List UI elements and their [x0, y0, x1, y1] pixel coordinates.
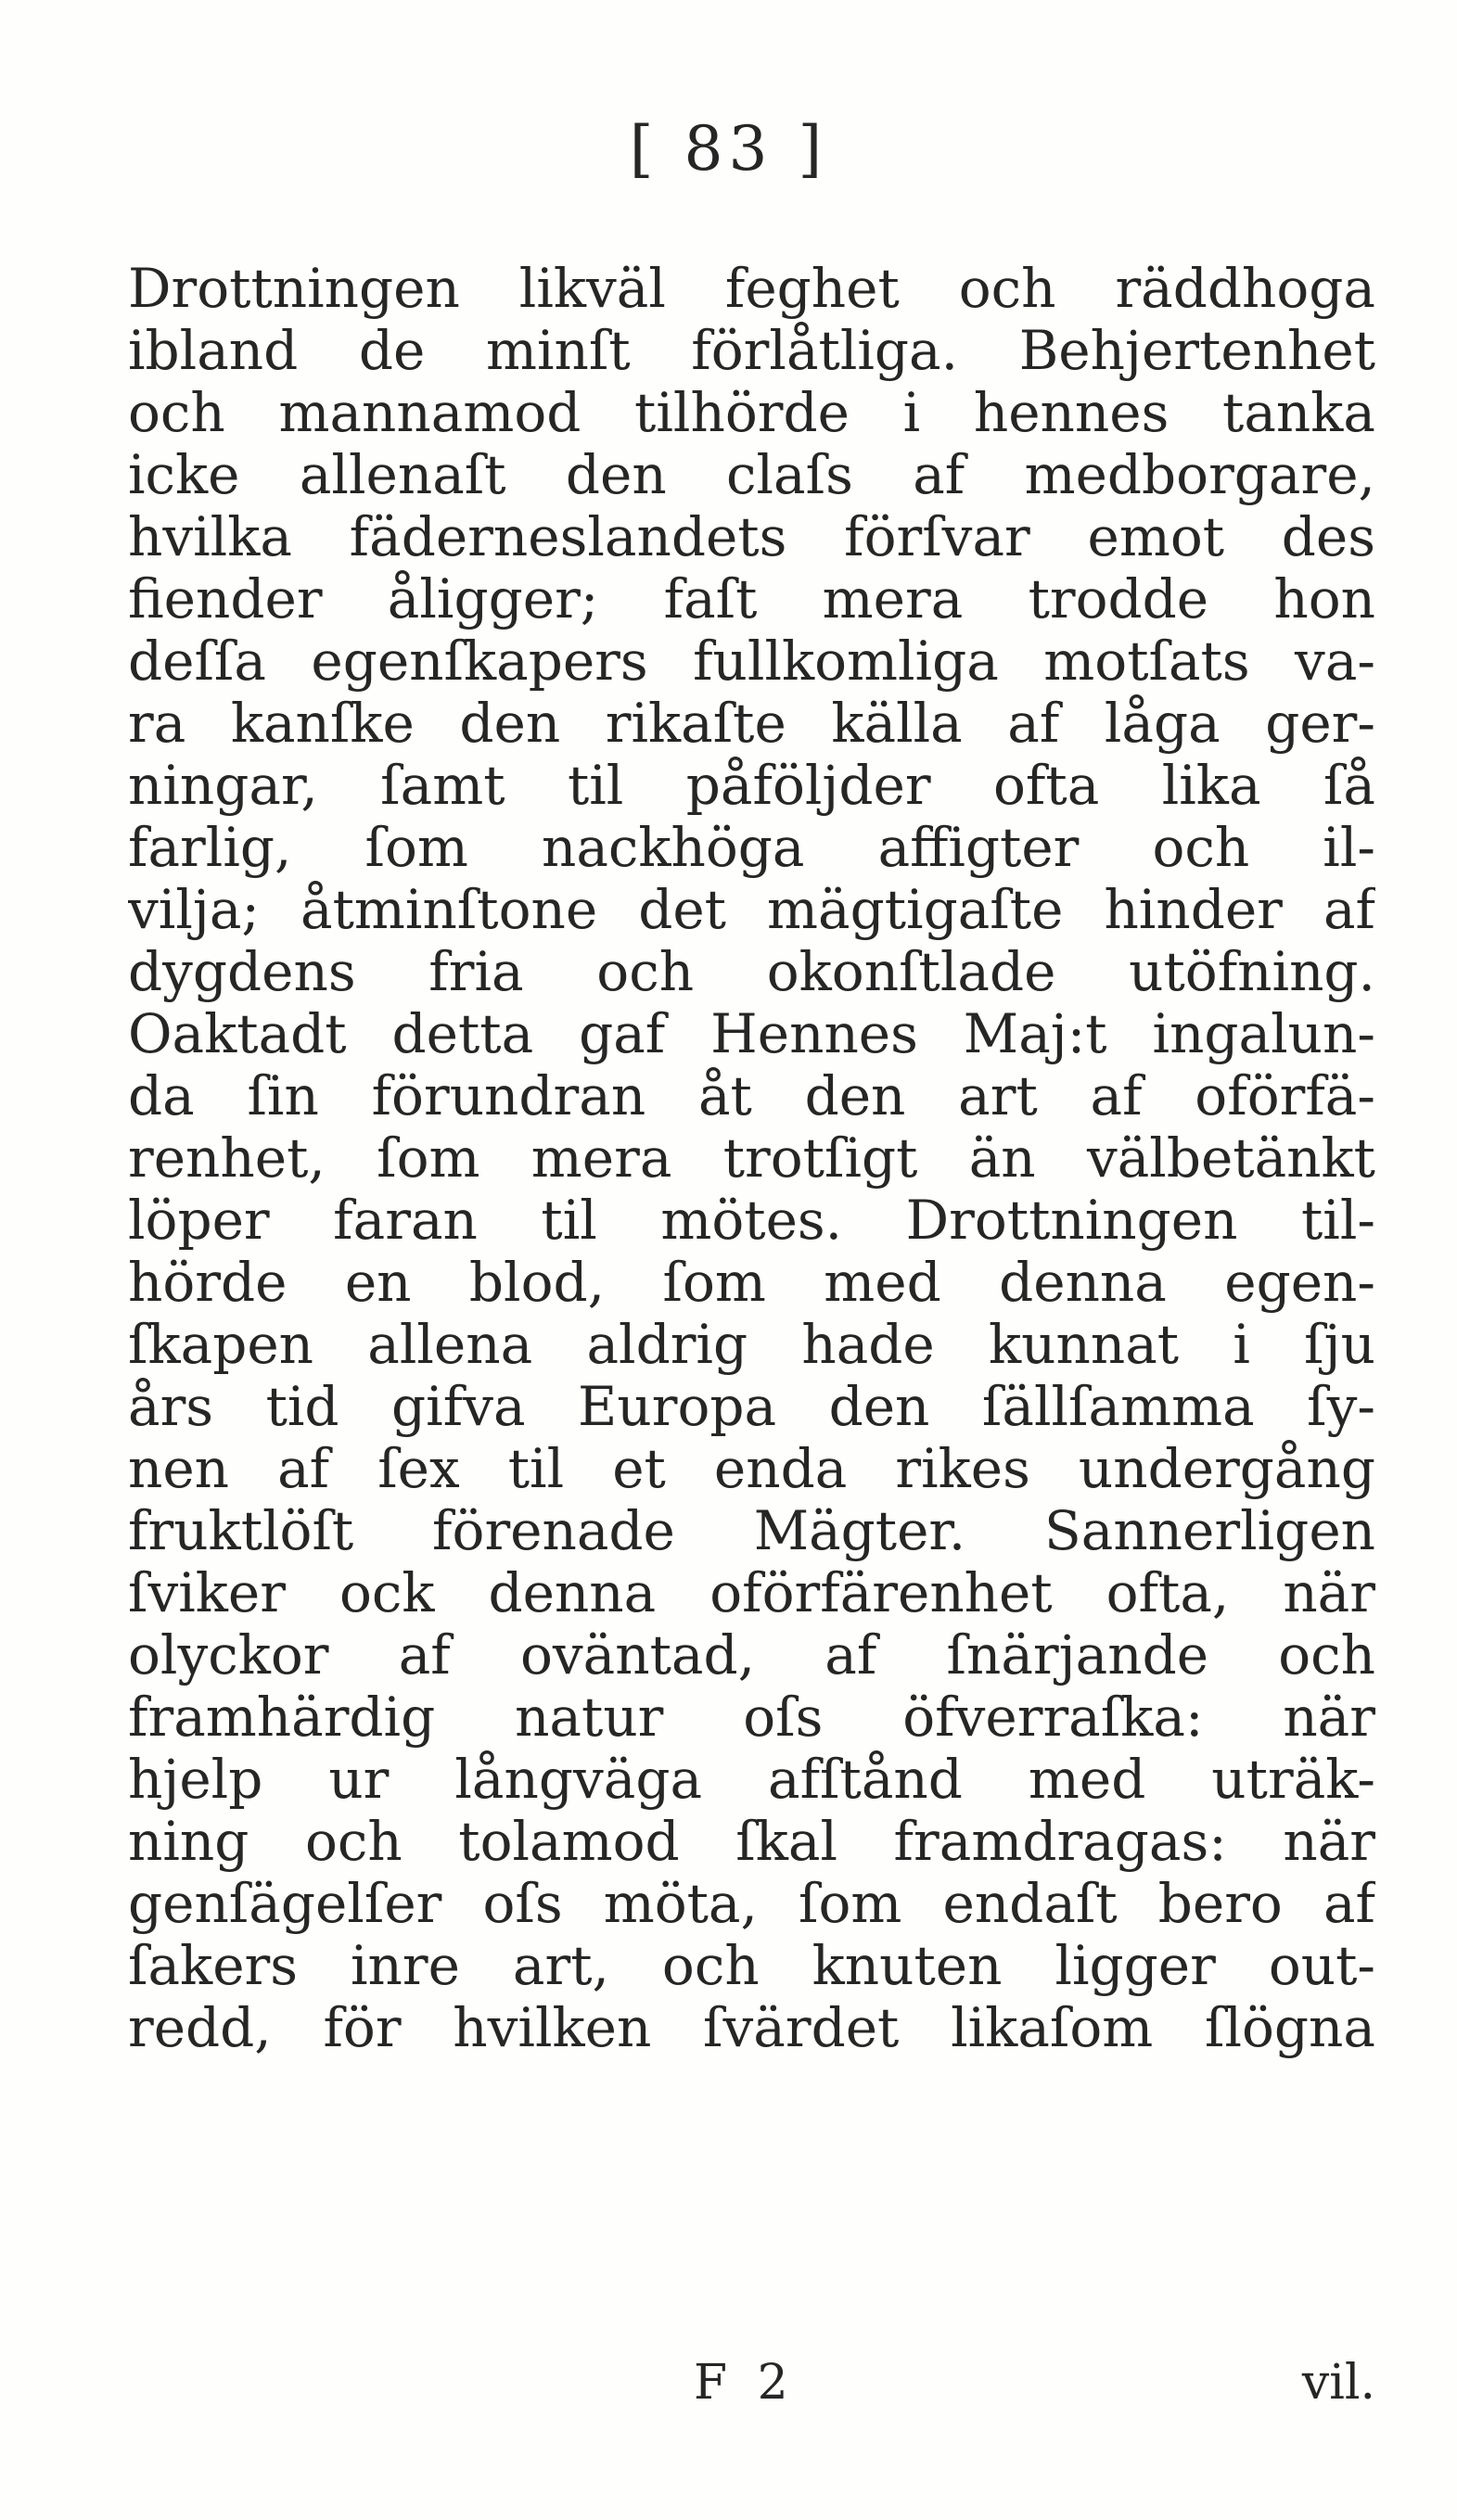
text-line: hörde en blod, ſom med denna egen- — [128, 1252, 1375, 1314]
text-line: hvilka fäderneslandets förſvar emot des — [128, 506, 1375, 568]
text-line: fiender åligger; faſt mera trodde hon — [128, 568, 1375, 630]
text-line: och mannamod tilhörde i hennes tanka — [128, 382, 1375, 444]
text-line: redd, för hvilken ſvärdet likaſom ſlögna — [128, 1997, 1375, 2059]
text-line: ſviker ock denna oförfärenhet ofta, när — [128, 1562, 1375, 1624]
text-line: fruktlöſt förenade Mägter. Sannerligen — [128, 1500, 1375, 1562]
page-number-header: [ 83 ] — [629, 113, 828, 185]
text-line: genſägelſer oſs möta, ſom endaſt bero af — [128, 1873, 1375, 1935]
text-line: ſkapen allena aldrig hade kunnat i ſju — [128, 1314, 1375, 1376]
catchword: vil. — [1301, 2355, 1375, 2411]
text-line: ra kanſke den rikaſte källa af låga ger- — [128, 693, 1375, 755]
text-line: löper faran til mötes. Drottningen til- — [128, 1190, 1375, 1252]
text-line: ning och tolamod ſkal framdragas: när — [128, 1811, 1375, 1873]
page-footer — [128, 2350, 1375, 2415]
text-line: ſakers inre art, och knuten ligger out- — [128, 1935, 1375, 1997]
text-line: års tid gifva Europa den ſällſamma ſy- — [128, 1376, 1375, 1438]
text-line: Oaktadt detta gaf Hennes Maj:t ingalun- — [128, 1003, 1375, 1065]
text-line: framhärdig natur oſs öfverraſka: när — [128, 1686, 1375, 1749]
text-line: vilja; åtminſtone det mägtigaſte hinder af — [128, 879, 1375, 941]
text-line: farlig, ſom nackhöga affigter och il- — [128, 817, 1375, 879]
text-line: olyckor af oväntad, af ſnärjande och — [128, 1624, 1375, 1686]
text-line: ningar, ſamt til påföljder ofta lika ſå — [128, 755, 1375, 817]
text-line: renhet, ſom mera trotſigt än välbetänkt — [128, 1127, 1375, 1190]
text-line: nen af ſex til et enda rikes undergång — [128, 1438, 1375, 1500]
text-line: icke allenaſt den claſs af medborgare, — [128, 444, 1375, 506]
text-line: dygdens fria och okonſtlade utöfning. — [128, 941, 1375, 1003]
text-line: hjelp ur långväga afſtånd med uträk- — [128, 1749, 1375, 1811]
signature-mark: F 2 — [694, 2355, 796, 2411]
text-line: da ſin förundran åt den art af oförfä- — [128, 1065, 1375, 1127]
text-line: Drottningen likväl feghet och räddhoga — [128, 258, 1375, 320]
text-line: ibland de minſt förlåtliga. Behjertenhet — [128, 320, 1375, 382]
text-line: deſſa egenſkapers fullkomliga motſats va- — [128, 630, 1375, 693]
body-text — [128, 258, 1375, 2059]
